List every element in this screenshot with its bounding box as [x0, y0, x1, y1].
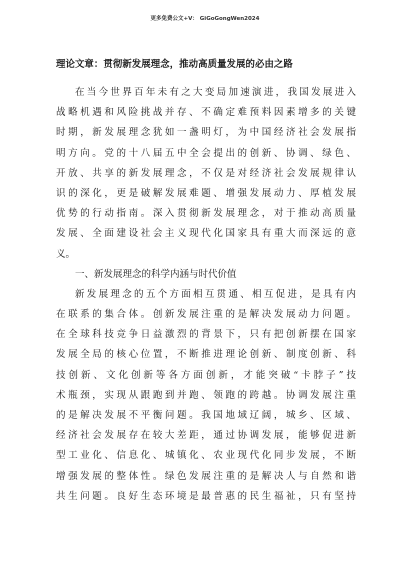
body-line: 开放、共享的新发展理念，不仅是对经济社会发展规律认 — [56, 167, 356, 179]
body-line: 战略机遇和风险挑战并存、不确定难预料因素增多的关键 — [56, 107, 356, 119]
body-line: 的是解决发展不平衡问题。我国地域辽阔，城乡、区域、 — [56, 410, 356, 421]
body-line: 在当今世界百年未有之大变局加速演进，我国发展进入 — [75, 87, 356, 98]
body-line: 增强发展的整体性。绿色发展注重的是解决人与自然和谐 — [56, 470, 356, 482]
body-line: 新发展理念的五个方面相互贯通、相互促进，是具有内 — [75, 288, 356, 300]
body-line: 明方向。党的十八届五中全会提出的创新、协调、绿色、 — [56, 147, 356, 159]
body-line: 共生问题。良好生态环境是最普惠的民生福祉，只有坚持 — [56, 490, 356, 502]
body-line: 义。 — [56, 248, 76, 260]
document-title: 理论文章：贯彻新发展理念，推动高质量发展的必由之路 — [56, 59, 293, 70]
document-body — [56, 83, 356, 507]
body-line: 在全球科技竞争日益激烈的背景下，只有把创新摆在国家 — [56, 329, 356, 341]
body-line: 在联系的集合体。创新发展注重的是解决发展动力问题。 — [56, 309, 356, 321]
body-line: 发展全局的核心位置，不断推进理论创新、制度创新、科 — [56, 349, 356, 361]
body-line: 时期，新发展理念犹如一盏明灯，为中国经济社会发展指 — [56, 127, 356, 139]
body-line: 优势的行动指南。深入贯彻新发展理念，对于推动高质量 — [56, 208, 356, 220]
body-line: 经济社会发展存在较大差距，通过协调发展，能够促进新 — [56, 430, 356, 442]
body-line: 型工业化、信息化、城镇化、农业现代化同步发展，不断 — [56, 450, 356, 462]
body-line: 一、新发展理念的科学内涵与时代价值 — [75, 268, 237, 280]
body-line: 技创新、文化创新等各方面创新，才能突破“卡脖子”技 — [56, 369, 356, 381]
body-line: 识的深化，更是破解发展难题、增强发展动力、厚植发展 — [56, 187, 356, 199]
body-line: 发展、全面建设社会主义现代化国家具有重大而深远的意 — [56, 228, 356, 240]
body-line: 术瓶颈，实现从跟跑到并跑、领跑的跨越。协调发展注重 — [56, 389, 356, 401]
page-header: 更多免费公文+V： GiGoGongWen2024 — [150, 16, 260, 22]
